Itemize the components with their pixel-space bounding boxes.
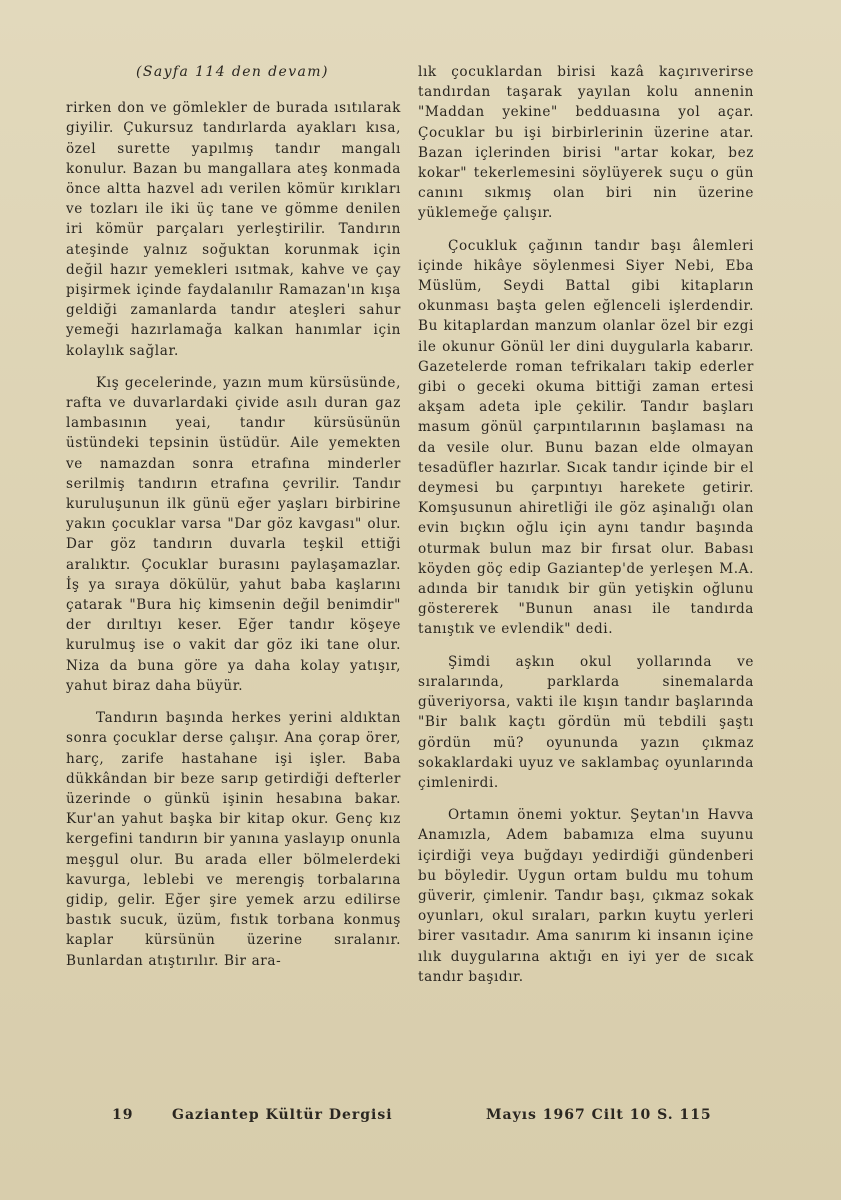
continuation-header: (Sayfa 114 den devam): [136, 64, 329, 80]
right-paragraph-4: Ortamın önemi yoktur. Şeytan'ın Havva Anamızla, Adem babamıza elma suyunu içirdiği veya buğdayı yedirdiği gündenberi bu böyledir. Uygun ortam buldu mu tohum güverir, çimlenir. Tandır başı, çıkmaz sokak oyunları, okul sıraları, parkın kuytu yerleri birer vasıtadır. Ama sanırım ki insanın içine ılık duygularına aktığı en iyi yer de sıcak tandır başıdır.: [418, 807, 754, 985]
left-paragraph-2: Kış gecelerinde, yazın mum kürsüsünde, rafta ve duvarlardaki çivide asılı duran gaz lambasının yeai, tandır kürsüsünün üstündeki tepsinin üstüdür. Aile yemekten ve namazdan sonra etrafına minderler serilmiş tandırın etrafına çevrilir. Tandır kuruluşunun ilk günü eğer yaşları birbirine yakın çocuklar varsa "Dar göz kavgası" olur. Dar göz tandırın duvarla teşkil ettiği aralıktır. Çocuklar burasını paylaşamazlar. İş ya sıraya dökülür, yahut baba kaşlarını çatarak "Bura hiç kimsenin değil benimdir" der dırıltıyı keser. Eğer tandır köşeye kurulmuş ise o vakit dar göz iki tane olur. Niza da buna göre ya daha kolay yatışır, yahut biraz daha büyür.: [66, 374, 401, 694]
left-column: [66, 62, 401, 983]
right-paragraph-1: lık çocuklardan birisi kazâ kaçırıverirse tandırdan taşarak yayılan kolu annenin "Maddan yekine" bedduasına yol açar. Çocuklar bu işi birbirlerinin üzerine atar. Bazan içlerinden birisi "artar kokar, bez kokar" tekerlemesini söylüyerek suçu o gün canını sıkmış olan biri nin üzerine yüklemeğe çalışır.: [418, 64, 754, 222]
issue-info: Mayıs 1967 Cilt 10 S. 115: [486, 1107, 712, 1123]
right-paragraph-2: Çocukluk çağının tandır başı âlemleri içinde hikâye söylenmesi Siyer Nebi, Eba Müslüm, Seydi Battal gibi kitapların okunması başta gelen eğlenceli işlerdendir. Bu kitaplardan manzum olanlar özel bir ezgi ile okunur Gönül ler dini duygularla kabarır. Gazetelerde roman tefrikaları takip ederler gibi o geceki okuma bittiği zaman ertesi akşam adeta iple çekilir. Tandır başları masum gönül çarpıntılarının başlaması na da vesile olur. Bunu bazan elde olmayan tesadüfler hazırlar. Sıcak tandır içinde bir el deymesi bu çarpıntıyı harekete getirir. Komşusunun ahiretliği ile göz aşinalığı olan evin bıçkın oğlu için aynı tandır başında oturmak bulun maz bir fırsat olur. Babası köyden göç edip Gaziantep'de yerleşen M.A. adında bir tanıdık bir gün yetişkin oğlunu göstererek "Bunun anası ile tandırda tanıştık ve evlendik" dedi.: [418, 237, 754, 638]
left-paragraph-3: Tandırın başında herkes yerini aldıktan sonra çocuklar derse çalışır. Ana çorap örer, harç, zarife hastahane işi işler. Baba dükkândan bir beze sarıp getirdiği defterler üzerinde o günkü işinin hesabına bakar. Kur'an yahut başka bir kitap okur. Genç kız kergefini tandırın bir yanına yaslayıp onunla meşgul olur. Bu arada eller bölmelerdeki kavurga, leblebi ve merengiş torbalarına gidip, gelir. Eğer şire yemek arzu edilirse bastık sucuk, üzüm, fıstık torbana konmuş kaplar kürsünün üzerine sıralanır. Bunlardan atıştırılır. Bir ara-: [66, 710, 401, 969]
left-paragraph-1: rirken don ve gömlekler de burada ısıtılarak giyilir. Çukursuz tandırlarda ayakları kısa, özel surette yapılmış tandır mangalı konulur. Bazan bu mangallara ateş konmada önce altta hazvel adı verilen kömür kırıkları ve tozları ile iki üç tane ve gömme denilen iri kömür parçaları yerleştirilir. Tandırın ateşinde yalnız soğuktan korunmak için değil hazır yemekleri ısıtmak, kahve ve çay pişirmek içinde faydalanılır Ramazan'ın kışa geldiği zamanlarda tandır ateşleri sahur yemeği hazırlamağa kalkan hanımlar için kolaylık sağlar.: [66, 100, 401, 359]
right-column: [418, 62, 754, 999]
right-paragraph-3: Şimdi aşkın okul yollarında ve sıralarında, parklarda sinemalarda güveriyorsa, vakti ile kışın tandır başlarında "Bir balık kaçtı gördün mü tebdili şaştı gördün mü? oyununda yazın çıkmaz sokaklardaki uyuz ve saklambaç oyunlarında çimlenirdi.: [418, 653, 754, 791]
page-number: 19: [112, 1107, 134, 1123]
magazine-title: Gaziantep Kültür Dergisi: [172, 1107, 393, 1123]
